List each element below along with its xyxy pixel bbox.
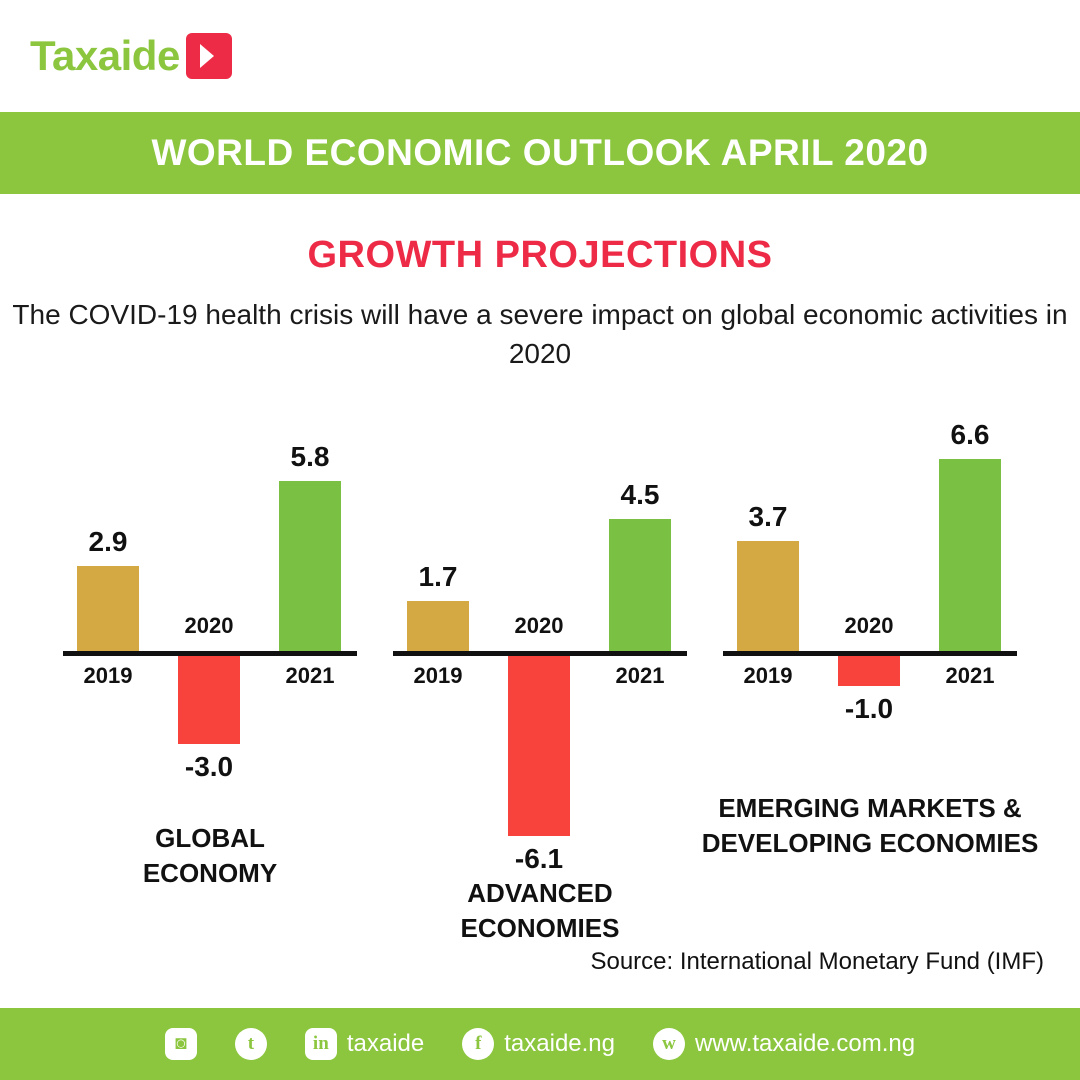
bar-value-2020: -1.0 (844, 693, 894, 725)
headings-block (0, 194, 1080, 373)
bar-year-2019: 2019 (413, 663, 463, 689)
bar-value-2019: 1.7 (418, 561, 458, 593)
bar-year-2019: 2019 (83, 663, 133, 689)
page-subtitle: The COVID-19 health crisis will have a severe impact on global economic activities in 2020 (12, 299, 1068, 370)
bar-year-2021: 2021 (285, 663, 335, 689)
play-arrow-icon (186, 33, 232, 79)
group-label-line1: ADVANCED (467, 878, 613, 909)
bar-value-2020: -6.1 (514, 843, 564, 875)
chart-group-emerging-markets (701, 391, 1039, 951)
banner (0, 112, 1080, 194)
footer-item-instagram[interactable] (165, 1028, 197, 1060)
footer-website-url: www.taxaide.com.ng (695, 1030, 916, 1057)
facebook-icon: f (462, 1028, 494, 1060)
bar-value-2019: 3.7 (748, 501, 788, 533)
group-label (675, 791, 1065, 861)
chart-group-global-economy (45, 391, 375, 951)
footer-bar (0, 1008, 1080, 1080)
bar-year-2020: 2020 (844, 613, 894, 639)
twitter-icon: t (235, 1028, 267, 1060)
footer-item-facebook[interactable] (462, 1028, 615, 1060)
bar-year-2020: 2020 (514, 613, 564, 639)
group-label (45, 821, 375, 891)
website-icon: w (653, 1028, 685, 1060)
group-label-line2: ECONOMY (142, 858, 278, 889)
brand-logo-text: Taxaide (30, 32, 180, 79)
page-title: GROWTH PROJECTIONS (307, 234, 773, 276)
footer-handle-linkedin: taxaide (346, 1030, 425, 1057)
bar-value-2021: 6.6 (950, 419, 990, 451)
group-label (375, 876, 705, 946)
brand-header (0, 0, 1080, 112)
banner-title: WORLD ECONOMIC OUTLOOK APRIL 2020 (151, 132, 929, 173)
bar-year-2020: 2020 (184, 613, 234, 639)
bar-value-2019: 2.9 (88, 526, 128, 558)
bar-value-2021: 4.5 (620, 479, 660, 511)
instagram-icon: ◙ (165, 1028, 197, 1060)
zero-axis-line (723, 651, 1017, 656)
zero-axis-line (393, 651, 687, 656)
bar-value-2021: 5.8 (290, 441, 330, 473)
group-label-line2: ECONOMIES (460, 913, 620, 944)
group-label-line2: DEVELOPING ECONOMIES (701, 828, 1039, 859)
footer-item-twitter[interactable] (235, 1028, 267, 1060)
linkedin-icon: in (305, 1028, 337, 1060)
bar-year-2019: 2019 (743, 663, 793, 689)
bar-year-2021: 2021 (945, 663, 995, 689)
footer-handle-facebook: taxaide.ng (504, 1030, 616, 1057)
chart-group-advanced-economies (375, 391, 705, 951)
source-note: Source: International Monetary Fund (IMF) (590, 948, 1044, 975)
bar-year-2021: 2021 (615, 663, 665, 689)
footer-item-linkedin[interactable] (305, 1028, 424, 1060)
bar-chart (0, 391, 1080, 951)
footer-item-website[interactable] (653, 1028, 915, 1060)
group-label-line1: GLOBAL (155, 823, 265, 854)
group-label-line1: EMERGING MARKETS & (718, 793, 1022, 824)
bar-value-2020: -3.0 (184, 751, 234, 783)
zero-axis-line (63, 651, 357, 656)
